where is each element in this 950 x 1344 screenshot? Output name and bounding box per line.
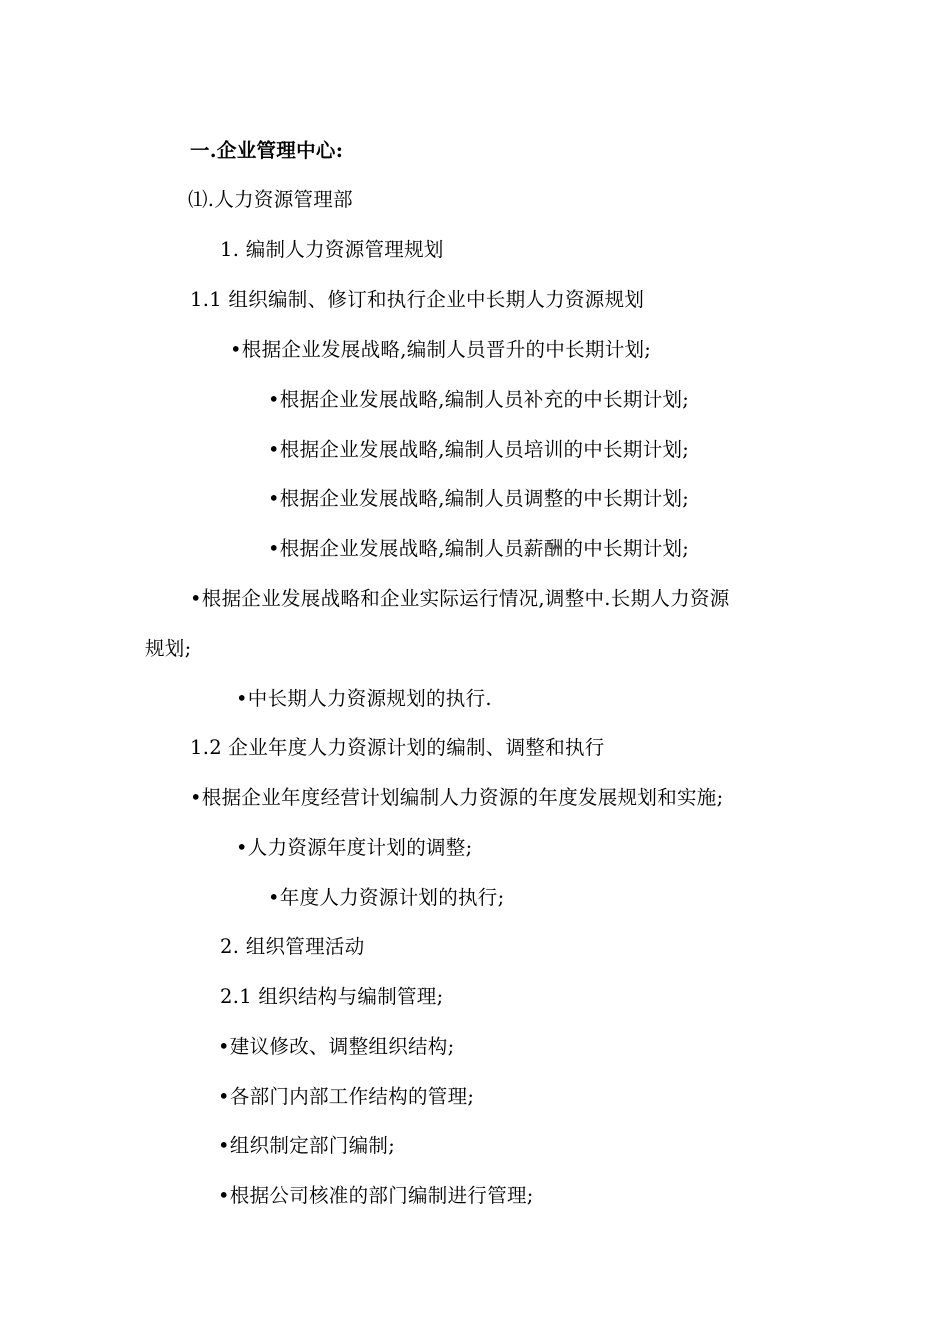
bullet-item: •年度人力资源计划的执行; bbox=[268, 886, 505, 909]
bullet-item: •根据企业发展战略,编制人员培训的中长期计划; bbox=[268, 438, 690, 461]
bullet-item: •人力资源年度计划的调整; bbox=[236, 836, 473, 859]
bullet-item: •根据企业发展战略和企业实际运行情况,调整中.长期人力资源 bbox=[190, 587, 730, 610]
bullet-item: •根据企业发展战略,编制人员调整的中长期计划; bbox=[268, 487, 690, 510]
subsection-item: 1.1 组织编制、修订和执行企业中长期人力资源规划 bbox=[190, 288, 645, 311]
subsection-item: 1.2 企业年度人力资源计划的编制、调整和执行 bbox=[190, 736, 605, 759]
subsection-item: 2.1 组织结构与编制管理; bbox=[220, 985, 444, 1008]
bullet-item: •各部门内部工作结构的管理; bbox=[218, 1085, 475, 1108]
numbered-item: 2. 组织管理活动 bbox=[220, 935, 365, 958]
bullet-item: •根据企业年度经营计划编制人力资源的年度发展规划和实施; bbox=[190, 786, 724, 809]
bullet-item: •组织制定部门编制; bbox=[218, 1134, 396, 1157]
bullet-item-continuation: 规划; bbox=[145, 637, 192, 660]
bullet-item: •根据企业发展战略,编制人员补充的中长期计划; bbox=[268, 388, 690, 411]
heading: 一.企业管理中心: bbox=[190, 139, 344, 162]
numbered-item: 1. 编制人力资源管理规划 bbox=[220, 238, 444, 261]
bullet-item: •根据企业发展战略,编制人员薪酬的中长期计划; bbox=[268, 537, 690, 560]
bullet-item: •建议修改、调整组织结构; bbox=[218, 1035, 455, 1058]
section-title: ⑴.人力资源管理部 bbox=[188, 188, 353, 211]
bullet-item: •根据公司核准的部门编制进行管理; bbox=[218, 1184, 534, 1207]
bullet-item: •根据企业发展战略,编制人员晋升的中长期计划; bbox=[230, 338, 652, 361]
bullet-item: •中长期人力资源规划的执行. bbox=[236, 687, 492, 710]
